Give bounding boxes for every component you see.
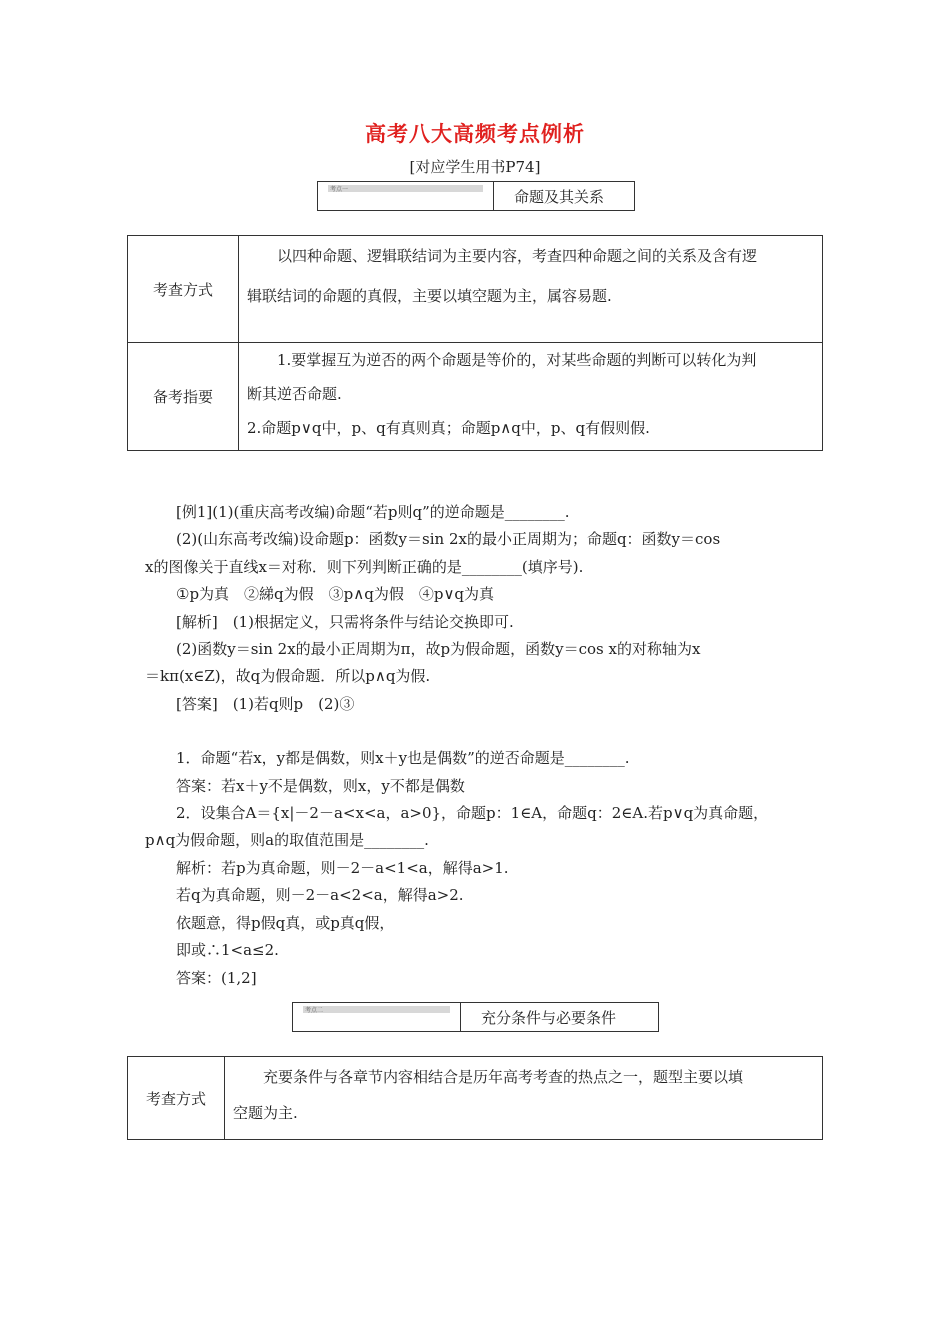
table-row	[128, 343, 823, 451]
example-line: (2)(山东高考改编)设命题p：函数y＝sin 2x的最小正周期为；命题q：函数y＝cos	[176, 530, 721, 549]
section1-header	[317, 181, 635, 211]
row-label: 考查方式	[128, 1057, 225, 1140]
row-label: 备考指要	[128, 343, 239, 451]
section2-heading: 充分条件与必要条件	[481, 1008, 617, 1027]
exercise-line: 若q为真命题，则－2－a<2<a，解得a>2.	[176, 886, 464, 905]
example-line: ①p为真 ②綈q为假 ③p∧q为假 ④p∨q为真	[176, 585, 495, 604]
row-content: 1.要掌握互为逆否的两个命题是等价的，对某些命题的判断可以转化为判 断其逆否命题. 2.命题p∨q中，p、q有真则真；命题p∧q中，p、q有假则假.	[239, 343, 823, 451]
exercise-line: 答案：(1,2]	[176, 968, 257, 987]
example-line: [答案] (1)若q则p (2)③	[176, 694, 355, 713]
row-content: 充要条件与各章节内容相结合是历年高考考查的热点之一，题型主要以填 空题为主.	[225, 1057, 823, 1140]
row-content: 以四种命题、逻辑联结词为主要内容，考查四种命题之间的关系及含有逻 辑联结词的命题的真假，主要以填空题为主，属容易题.	[239, 236, 823, 343]
section1-tag-bar	[318, 182, 494, 210]
section1-tag: 考点一	[330, 186, 349, 193]
page-title: 高考八大高频考点例析	[365, 121, 585, 146]
section1-heading: 命题及其关系	[514, 187, 605, 206]
example-line: x的图像关于直线x＝对称．则下列判断正确的是________(填序号).	[145, 557, 584, 576]
example-line: [例1](1)(重庆高考改编)命题“若p则q”的逆命题是________.	[176, 503, 570, 521]
exercise-line: 依题意，得p假q真，或p真q假，	[176, 913, 395, 932]
section2-table	[127, 1056, 823, 1140]
section2-tag-bar	[293, 1003, 461, 1031]
exercise-line: 即或∴1<a≤2.	[176, 941, 279, 960]
exercise-line: p∧q为假命题，则a的取值范围是________.	[145, 831, 429, 850]
table-row	[128, 236, 823, 343]
example-line: (2)函数y＝sin 2x的最小正周期为π，故p为假命题，函数y＝cos x的对称轴为x	[176, 640, 701, 659]
exercise-line: 答案：若x＋y不是偶数，则x，y不都是偶数	[176, 776, 465, 795]
example-line: [解析] (1)根据定义，只需将条件与结论交换即可.	[176, 612, 514, 631]
section2-tag: 考点二	[305, 1007, 324, 1014]
table-row	[128, 1057, 823, 1140]
section1-table	[127, 235, 823, 451]
page-subtitle: [对应学生用书P74]	[409, 158, 541, 176]
exercise-line: 2．设集合A＝{x|－2－a<x<a，a>0}，命题p：1∈A，命题q：2∈A.若p∨q为真命题，	[176, 804, 769, 823]
exercise-line: 1．命题“若x，y都是偶数，则x＋y也是偶数”的逆否命题是________.	[176, 749, 630, 768]
row-label: 考查方式	[128, 236, 239, 343]
section2-header	[292, 1002, 659, 1032]
example-line: ＝kπ(x∈Z)，故q为假命题．所以p∧q为假.	[145, 667, 431, 686]
example-block	[140, 499, 820, 992]
exercise-line: 解析：若p为真命题，则－2－a<1<a，解得a>1.	[176, 858, 509, 877]
